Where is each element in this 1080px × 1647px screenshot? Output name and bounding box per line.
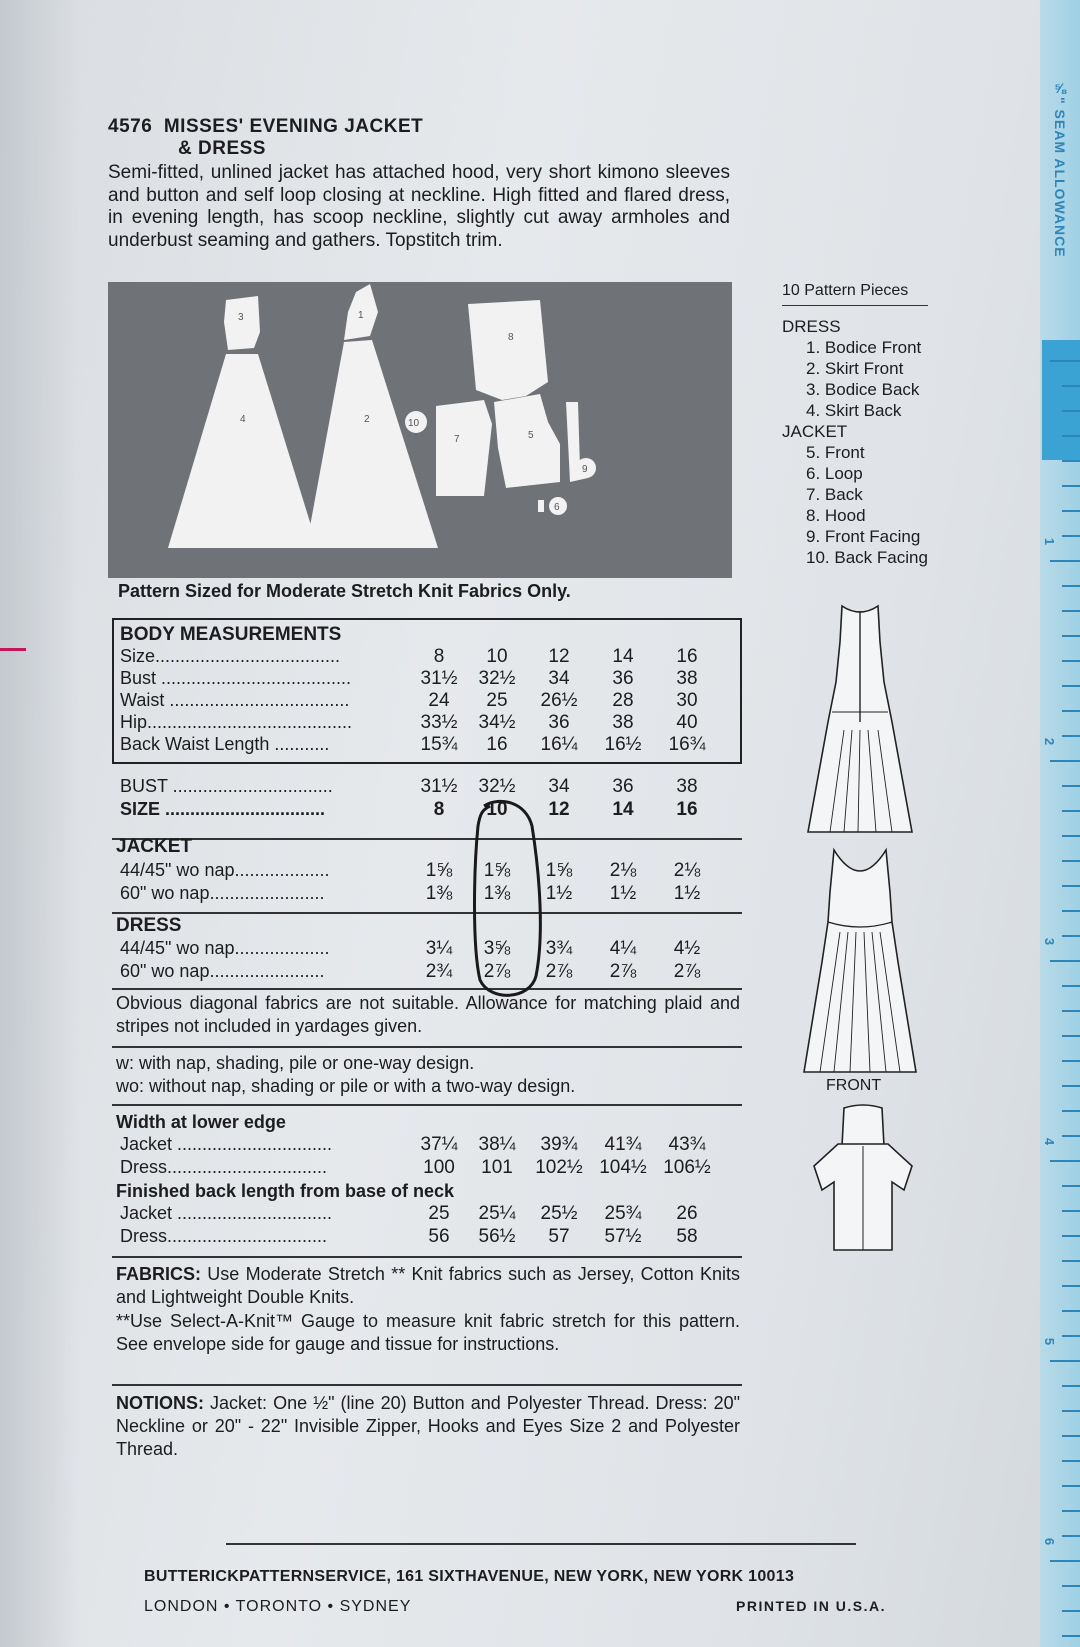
- table-row-label: Hip.........................................: [120, 712, 353, 732]
- table-cell: 31½: [420, 776, 458, 797]
- table-cell: 8: [433, 646, 445, 667]
- envelope-fold-shadow: [0, 0, 80, 1647]
- table-cell: 2⅛: [673, 860, 701, 881]
- table-cell: 2¾: [425, 961, 453, 982]
- ruler-tick: [1050, 1560, 1080, 1562]
- publisher-address: BUTTERICKPATTERNSERVICE, 161 SIXTHAVENUE, NEW YORK, NEW YORK 10013: [144, 1568, 795, 1585]
- table-row-label: Dress................................: [120, 1226, 328, 1246]
- table-cell: 58: [676, 1226, 698, 1247]
- pattern-title-line2: & DRESS: [178, 138, 266, 159]
- divider: [112, 912, 742, 914]
- divider: [112, 1104, 742, 1106]
- table-cell: 1½: [673, 883, 701, 904]
- table-cell: 34: [548, 668, 570, 689]
- table-cell: 26: [676, 1203, 698, 1224]
- fabrics-body: Use Moderate Stretch ** Knit fabrics such as Jersey, Cotton Knits and Lightweight Double Knits.: [116, 1264, 740, 1307]
- ruler-tick: [1062, 1535, 1080, 1537]
- ruler-tick: [1062, 410, 1080, 412]
- table-row-label: Jacket ...............................: [120, 1203, 333, 1223]
- ruler-tick: [1062, 910, 1080, 912]
- ruler-tick: [1062, 1085, 1080, 1087]
- table-cell: 41¾: [604, 1134, 642, 1155]
- table-cell: 38: [676, 776, 698, 797]
- ruler-tick: [1062, 385, 1080, 387]
- pattern-pieces-list: [782, 280, 928, 568]
- ruler-number: 6: [1042, 1537, 1058, 1546]
- fabrics-label: FABRICS:: [116, 1264, 201, 1284]
- table-cell: 1⅝: [425, 860, 453, 881]
- table-cell: 25: [428, 1203, 450, 1224]
- table-cell: 28: [612, 690, 634, 711]
- table-cell: 34: [548, 776, 570, 797]
- piece-number-10: 10: [408, 418, 420, 429]
- nap-wo-note: wo: without nap, shading or pile or with a two-way design.: [116, 1076, 576, 1096]
- piece-number-8: 8: [508, 332, 514, 343]
- ruler-tick: [1050, 1160, 1080, 1162]
- table-cell: 40: [676, 712, 698, 733]
- piece-number-5: 5: [528, 430, 534, 441]
- printed-in-usa: PRINTED IN U.S.A.: [736, 1598, 886, 1614]
- table-cell: 30: [676, 690, 698, 711]
- table-cell: 26½: [540, 690, 578, 711]
- piece-item: 8. Hood: [806, 506, 866, 525]
- table-cell: 2⅞: [483, 961, 511, 982]
- ruler-tick: [1062, 1385, 1080, 1387]
- piece-item: 7. Back: [806, 485, 863, 504]
- pattern-pieces-photo: [108, 282, 732, 578]
- jacket-back-drawing: [808, 1104, 918, 1254]
- table-cell: 25¾: [604, 1203, 642, 1224]
- pieces-group-jacket: JACKET: [782, 422, 848, 441]
- table-cell: 25½: [540, 1203, 578, 1224]
- table-cell: 16¾: [668, 734, 706, 755]
- ruler-tick: [1062, 460, 1080, 462]
- divider: [112, 1256, 742, 1258]
- pattern-title-line1: [108, 116, 423, 138]
- ruler-tick: [1062, 1010, 1080, 1012]
- table-row-label: BUST ................................: [120, 776, 333, 796]
- ruler-tick: [1062, 1235, 1080, 1237]
- pattern-pieces-diagram: [108, 282, 732, 578]
- table-row-label: Bust ......................................: [120, 668, 352, 688]
- table-cell: 10: [486, 799, 508, 820]
- table-cell: 2⅞: [545, 961, 573, 982]
- piece-item: 6. Loop: [806, 464, 863, 483]
- table-cell: 32½: [478, 668, 516, 689]
- table-cell: 36: [612, 776, 634, 797]
- table-cell: 36: [612, 668, 634, 689]
- table-cell: 1⅝: [545, 860, 573, 881]
- table-cell: 2⅞: [609, 961, 637, 982]
- ruler-tick: [1062, 1610, 1080, 1612]
- ruler-number: 4: [1042, 1137, 1058, 1146]
- ruler-tick: [1062, 1335, 1080, 1337]
- divider: [112, 1046, 742, 1048]
- table-cell: 16: [676, 646, 698, 667]
- ruler-tick: [1062, 1260, 1080, 1262]
- width-lower-edge-title: Width at lower edge: [116, 1112, 286, 1132]
- ruler-tick: [1062, 835, 1080, 837]
- divider: [112, 988, 742, 990]
- ruler-tick: [1062, 1635, 1080, 1637]
- table-cell: 24: [428, 690, 450, 711]
- pattern-title: MISSES' EVENING JACKET: [163, 116, 424, 137]
- table-row-label: Jacket ...............................: [120, 1134, 333, 1154]
- piece-item: 9. Front Facing: [806, 527, 921, 546]
- table-cell: 3¾: [545, 938, 573, 959]
- ruler-tick: [1062, 710, 1080, 712]
- piece-item: 2. Skirt Front: [806, 359, 904, 378]
- ruler-tick: [1062, 985, 1080, 987]
- pink-edge-mark: [0, 648, 26, 651]
- pieces-group-dress: DRESS: [782, 317, 841, 336]
- jacket-section-title: JACKET: [116, 836, 193, 857]
- ruler-tick: [1062, 1285, 1080, 1287]
- table-row-label: 44/45" wo nap...................: [120, 860, 330, 880]
- ruler-tick: [1050, 960, 1080, 962]
- ruler-tick: [1062, 685, 1080, 687]
- ruler-tick: [1062, 485, 1080, 487]
- table-cell: 43¾: [668, 1134, 706, 1155]
- ruler-tick: [1062, 1035, 1080, 1037]
- ruler-tick: [1062, 1410, 1080, 1412]
- table-cell: 4¼: [609, 938, 637, 959]
- ruler-highlight-band: [1042, 340, 1080, 460]
- ruler-tick: [1050, 560, 1080, 562]
- table-cell: 2⅛: [609, 860, 637, 881]
- ruler-tick: [1062, 1585, 1080, 1587]
- table-row-label: 44/45" wo nap...................: [120, 938, 330, 958]
- ruler-tick: [1062, 1185, 1080, 1187]
- table-cell: 37¼: [420, 1134, 458, 1155]
- ruler-tick: [1062, 635, 1080, 637]
- table-cell: 25¼: [478, 1203, 516, 1224]
- ruler-number: 2: [1042, 737, 1058, 746]
- table-cell: 8: [433, 799, 445, 820]
- ruler-tick: [1062, 535, 1080, 537]
- table-cell: 33½: [420, 712, 458, 733]
- piece-item: 3. Bodice Back: [806, 380, 920, 399]
- ruler-tick: [1062, 585, 1080, 587]
- table-cell: 104½: [599, 1157, 647, 1178]
- ruler-tick: [1062, 660, 1080, 662]
- table-cell: 1⅝: [483, 860, 511, 881]
- table-cell: 12: [548, 646, 570, 667]
- pattern-number: 4576: [108, 116, 153, 137]
- fabrics-text: [116, 1263, 740, 1309]
- table-cell: 4½: [673, 938, 701, 959]
- ruler-tick: [1062, 785, 1080, 787]
- table-cell: 31½: [420, 668, 458, 689]
- ruler-tick: [1062, 735, 1080, 737]
- table-row-label: SIZE ................................: [120, 799, 326, 819]
- table-row-label: Dress................................: [120, 1157, 328, 1177]
- ruler-tick: [1062, 1510, 1080, 1512]
- table-cell: 56½: [478, 1226, 516, 1247]
- table-cell: 32½: [478, 776, 516, 797]
- table-cell: 16: [486, 734, 508, 755]
- divider: [112, 1384, 742, 1386]
- piece-item: 5. Front: [806, 443, 865, 462]
- table-row-label: Back Waist Length ...........: [120, 734, 330, 754]
- ruler-tick: [1062, 860, 1080, 862]
- ruler-tick: [1062, 1435, 1080, 1437]
- piece-item: 10. Back Facing: [806, 548, 928, 567]
- front-view-label: FRONT: [826, 1077, 882, 1094]
- ruler-tick: [1062, 1210, 1080, 1212]
- garment-line-drawings: [800, 602, 920, 1082]
- piece-item: 1. Bodice Front: [806, 338, 922, 357]
- finished-back-length-title: Finished back length from base of neck: [116, 1181, 455, 1201]
- ruler-tick: [1062, 810, 1080, 812]
- table-cell: 14: [612, 646, 634, 667]
- ruler-number: 3: [1042, 937, 1058, 946]
- table-cell: 34½: [478, 712, 516, 733]
- footer-rule: [226, 1543, 856, 1545]
- size-10-handdrawn-circle: [470, 796, 550, 1006]
- piece-number-3: 3: [238, 312, 244, 323]
- table-cell: 12: [548, 799, 570, 820]
- table-row-label: 60" wo nap.......................: [120, 961, 325, 981]
- piece-number-2: 2: [364, 414, 370, 425]
- ruler-tick: [1062, 1460, 1080, 1462]
- pattern-description: Semi-fitted, unlined jacket has attached hood, very short kimono sleeves and button and self loop closing at neckline. High fitted and flared dress, in evening length, has scoop neckline, slightly cut away armholes and underbust seaming and gathers. Topstitch trim.: [108, 162, 730, 251]
- notions-text: [116, 1392, 740, 1461]
- fabrics-gauge-note: **Use Select-A-Knit™ Gauge to measure knit fabric stretch for this pattern. See envelope side for gauge and tissue for instructions.: [116, 1311, 740, 1354]
- table-cell: 1½: [609, 883, 637, 904]
- table-cell: 14: [612, 799, 634, 820]
- dress-section-title: DRESS: [116, 915, 182, 936]
- table-cell: 106½: [663, 1157, 711, 1178]
- table-cell: 39¾: [540, 1134, 578, 1155]
- piece-item: 4. Skirt Back: [806, 401, 902, 420]
- piece-number-7: 7: [454, 434, 460, 445]
- table-cell: 3⅝: [483, 938, 511, 959]
- pieces-list-header: 10 Pattern Pieces: [782, 280, 928, 306]
- photo-note: Pattern Sized for Moderate Stretch Knit Fabrics Only.: [118, 581, 571, 601]
- ruler-title: ⅝" SEAM ALLOWANCE: [1052, 80, 1068, 258]
- table-row-label: 60" wo nap.......................: [120, 883, 325, 903]
- nap-w-note: w: with nap, shading, pile or one-way design.: [116, 1053, 475, 1073]
- table-cell: 38: [676, 668, 698, 689]
- ruler-number: 1: [1042, 537, 1058, 546]
- ruler-tick: [1062, 1060, 1080, 1062]
- table-cell: 102½: [535, 1157, 583, 1178]
- piece-number-1: 1: [358, 310, 364, 321]
- table-cell: 16¼: [540, 734, 578, 755]
- table-cell: 1½: [545, 883, 573, 904]
- table-cell: 3¼: [425, 938, 453, 959]
- table-row-label: Waist ....................................: [120, 690, 350, 710]
- table-cell: 57: [548, 1226, 570, 1247]
- table-cell: 56: [428, 1226, 450, 1247]
- divider: [112, 838, 742, 840]
- table-cell: 2⅞: [673, 961, 701, 982]
- ruler-tick: [1062, 610, 1080, 612]
- ruler-tick: [1062, 1110, 1080, 1112]
- ruler-tick: [1062, 435, 1080, 437]
- ruler-tick: [1050, 760, 1080, 762]
- ruler-tick: [1062, 1135, 1080, 1137]
- notions-body: Jacket: One ½" (line 20) Button and Polyester Thread. Dress: 20" Neckline or 20" - 22" Invisible Zipper, Hooks and Eyes Size 2 and Polyester Thread.: [116, 1393, 740, 1459]
- ruler-tick: [1062, 1310, 1080, 1312]
- table-cell: 57½: [604, 1226, 642, 1247]
- table-cell: 10: [486, 646, 508, 667]
- piece-number-4: 4: [240, 414, 246, 425]
- ruler-tick: [1062, 935, 1080, 937]
- ruler-tick: [1062, 885, 1080, 887]
- ruler-number: 5: [1042, 1337, 1058, 1346]
- table-cell: 100: [423, 1157, 455, 1178]
- table-cell: 15¾: [420, 734, 458, 755]
- ruler-tick: [1050, 360, 1080, 362]
- piece-number-9: 9: [582, 464, 588, 475]
- table-cell: 38¼: [478, 1134, 516, 1155]
- body-measurements-title: BODY MEASUREMENTS: [120, 624, 342, 645]
- diagonal-fabric-note: Obvious diagonal fabrics are not suitable. Allowance for matching plaid and stripes not included in yardages given.: [116, 993, 740, 1036]
- table-cell: 38: [612, 712, 634, 733]
- piece-number-6: 6: [554, 502, 560, 513]
- table-cell: 16½: [604, 734, 642, 755]
- table-cell: 101: [481, 1157, 513, 1178]
- table-cell: 25: [486, 690, 508, 711]
- table-cell: 16: [676, 799, 698, 820]
- publisher-cities: LONDON • TORONTO • SYDNEY: [144, 1598, 412, 1615]
- table-cell: 1⅜: [483, 883, 511, 904]
- table-row-label: Size.....................................: [120, 646, 341, 666]
- table-cell: 1⅜: [425, 883, 453, 904]
- ruler-tick: [1062, 510, 1080, 512]
- table-cell: 36: [548, 712, 570, 733]
- ruler-tick: [1062, 1485, 1080, 1487]
- notions-label: NOTIONS:: [116, 1393, 204, 1413]
- ruler-tick: [1050, 1360, 1080, 1362]
